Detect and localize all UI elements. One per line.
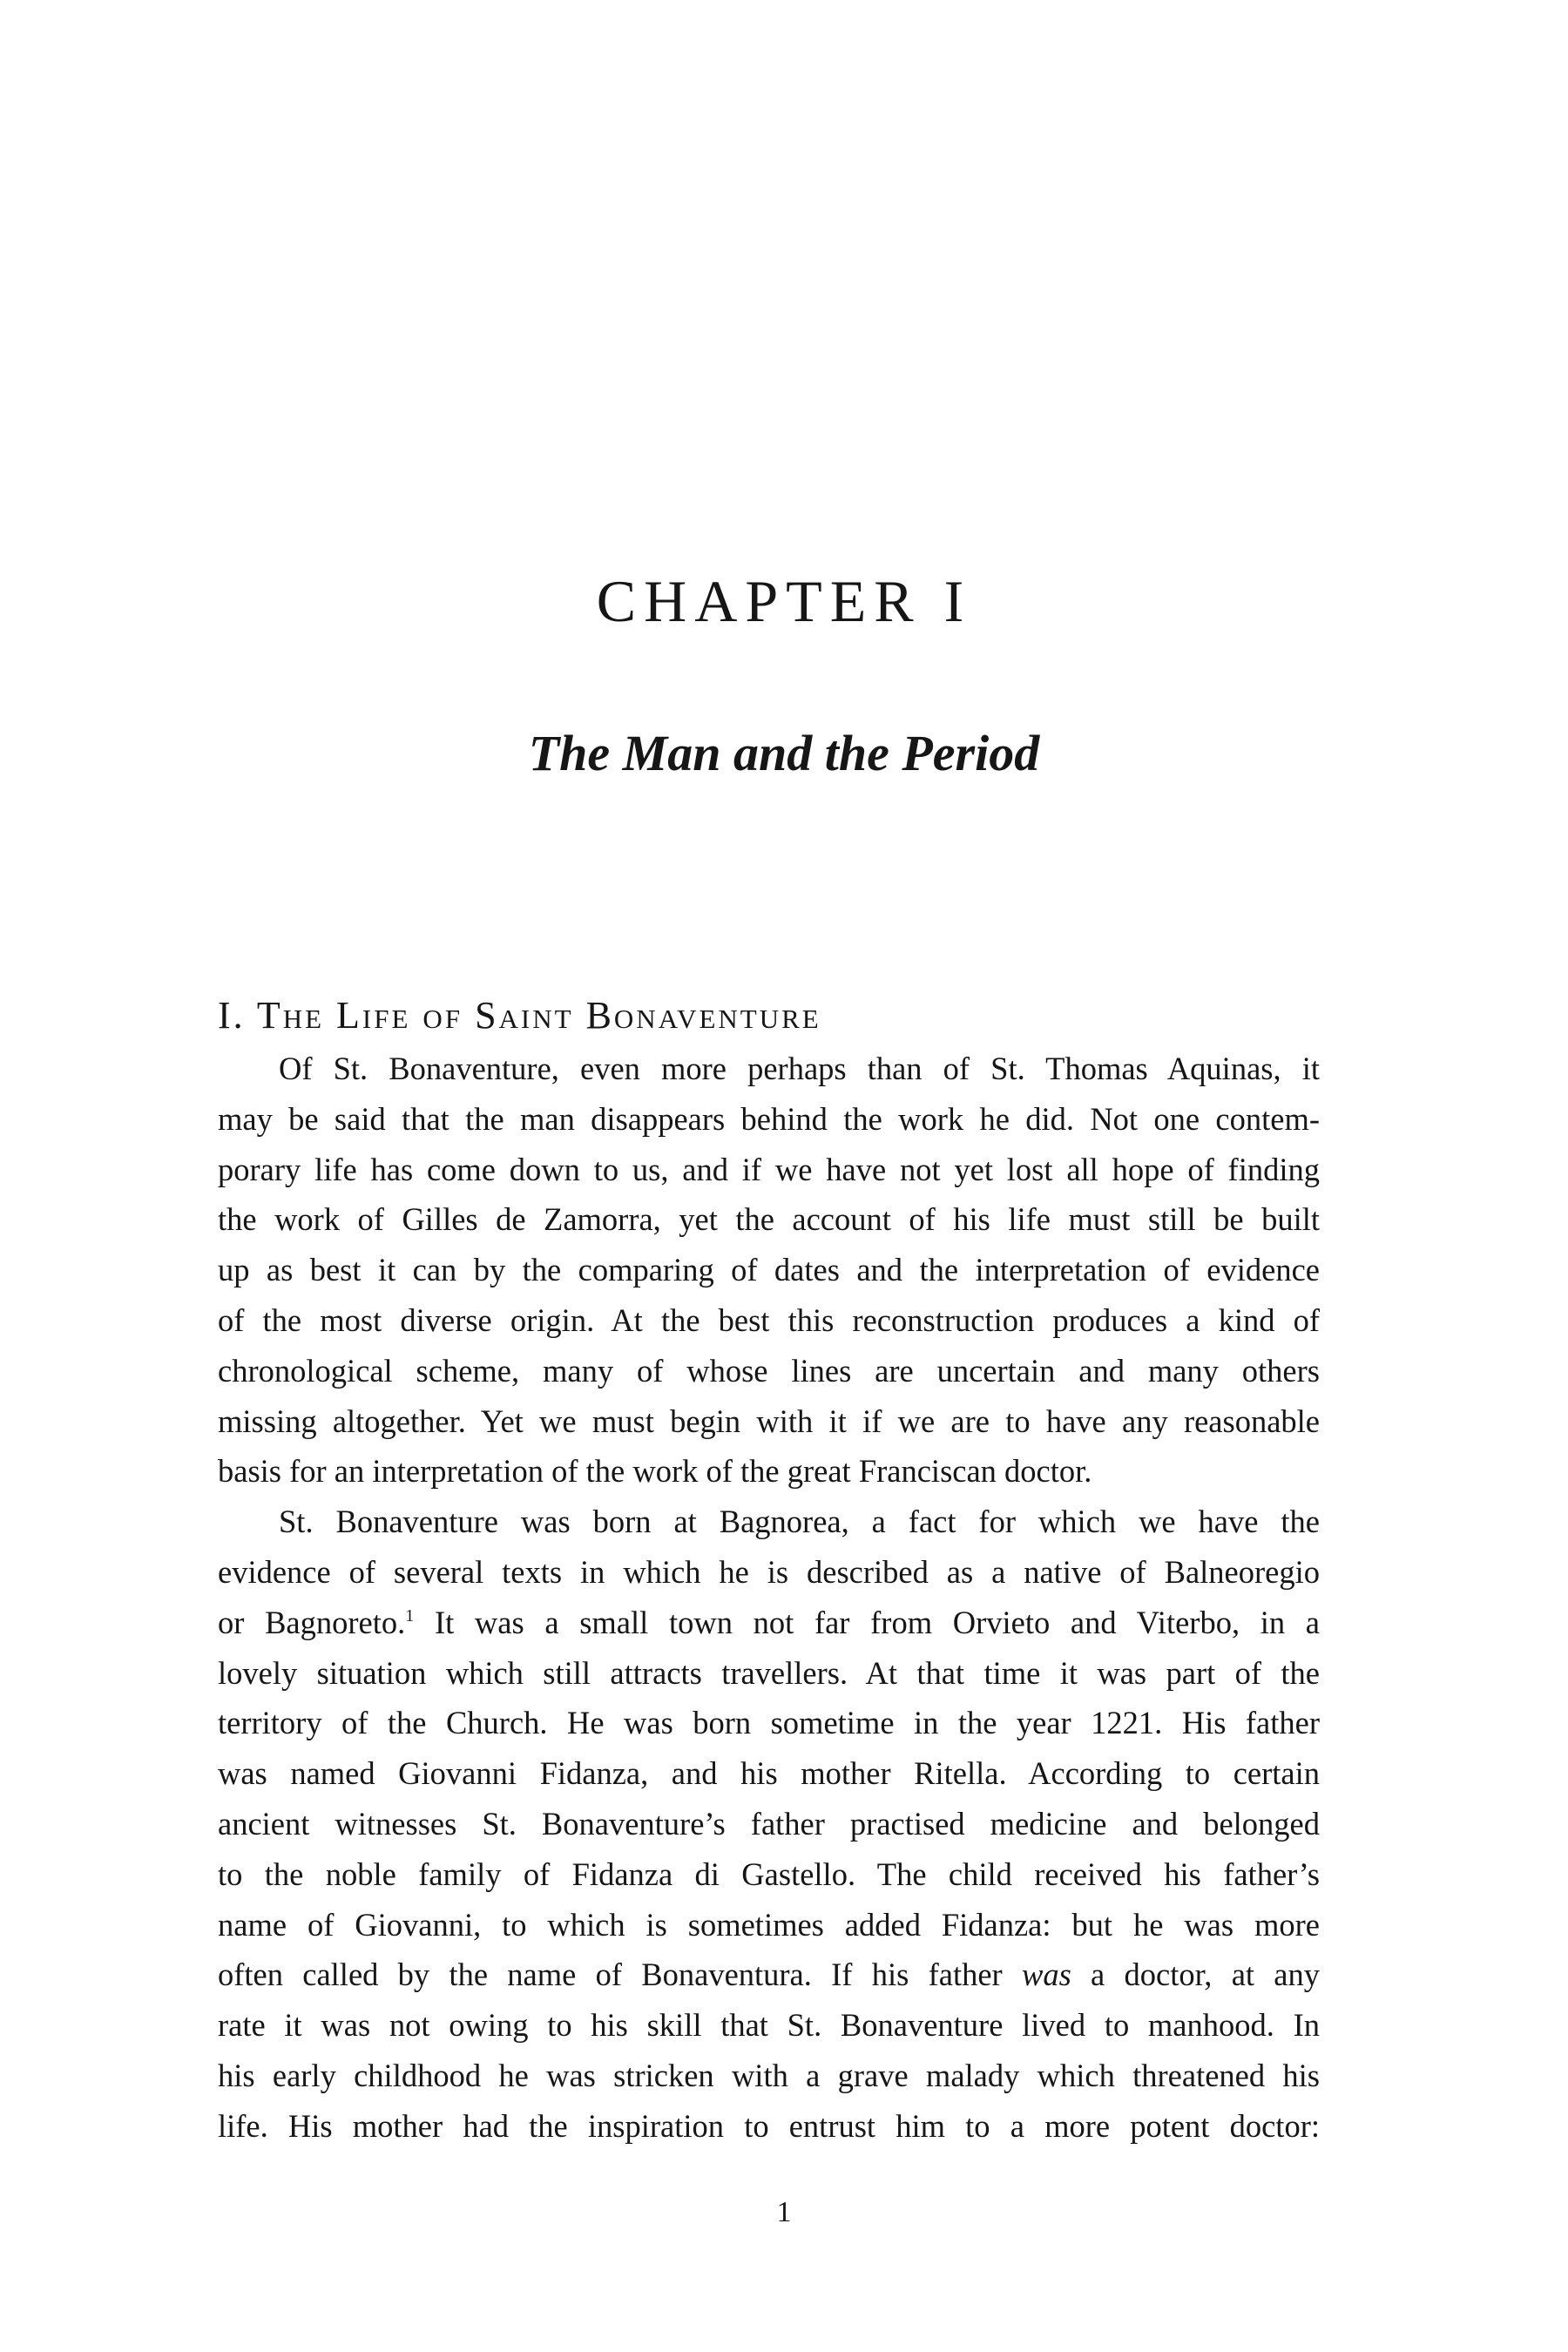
text-line: life. His mother had the inspiration to entrust him to a more potent doctor: — [218, 2107, 1320, 2144]
paragraph — [218, 1044, 1320, 1497]
text-line: chronological scheme, many of whose lines are uncertain and many others — [218, 1352, 1320, 1389]
text-line: Of St. Bonaventure, even more perhaps than of St. Thomas Aquinas, it — [279, 1051, 1320, 1086]
text-line: St. Bonaventure was born at Bagnorea, a fact for which we have the — [279, 1504, 1320, 1540]
text-line: his early childhood he was stricken with a grave malady which threatened his — [218, 2057, 1320, 2093]
text-line: the work of Gilles de Zamorra, yet the account of his life must still be built — [218, 1201, 1320, 1238]
section-heading: I. The Life of Saint Bonaventure — [218, 994, 821, 1037]
text-line — [218, 1598, 1320, 1648]
text-line: may be said that the man disappears behind the work he did. Not one contem- — [218, 1100, 1320, 1137]
text-fragment: a doctor, at any — [1071, 1957, 1321, 1993]
text-line: of the most diverse origin. At the best this reconstruction produces a kind of — [218, 1301, 1320, 1338]
text-line: lovely situation which still attracts travellers. At that time it was part of the — [218, 1654, 1320, 1691]
emphasis: was — [1021, 1957, 1071, 1993]
text-line: rate it was not owing to his skill that St. Bonaventure lived to manhood. In — [218, 2007, 1320, 2044]
text-line: missing altogether. Yet we must begin with it if we are to have any reasonable — [218, 1402, 1320, 1439]
text-fragment: It was a small town not far from Orvieto and Viterbo, in a — [434, 1604, 1321, 1640]
text-line: was named Giovanni Fidanza, and his mother Ritella. According to certain — [218, 1755, 1320, 1792]
text-line: up as best it can by the comparing of dates and the interpretation of evidence — [218, 1252, 1320, 1288]
text-line: territory of the Church. He was born sometime in the year 1221. His father — [218, 1705, 1320, 1741]
body-text — [218, 1044, 1320, 2152]
chapter-number: CHAPTER I — [596, 568, 972, 634]
text-fragment: often called by the name of Bonaventura. If his father — [218, 1957, 1022, 1993]
text-line: porary life has come down to us, and if we have not yet lost all hope of finding — [218, 1151, 1320, 1187]
text-line: basis for an interpretation of the work of the great Franciscan doctor. — [218, 1453, 1092, 1490]
text-line: name of Giovanni, to which is sometimes added Fidanza: but he was more — [218, 1906, 1320, 1943]
paragraph — [218, 1497, 1320, 2151]
chapter-title: The Man and the Period — [528, 725, 1040, 781]
footnote-reference[interactable]: 1 — [405, 1605, 415, 1625]
text-fragment: or Bagnoreto. — [218, 1604, 406, 1640]
text-line — [218, 1950, 1320, 2000]
text-line: evidence of several texts in which he is described as a native of Balneoregio — [218, 1553, 1320, 1590]
page-number: 1 — [776, 2196, 792, 2228]
text-line: to the noble family of Fidanza di Gastello. The child received his father’s — [218, 1855, 1320, 1892]
text-line: ancient witnesses St. Bonaventure’s father practised medicine and belonged — [218, 1805, 1320, 1842]
